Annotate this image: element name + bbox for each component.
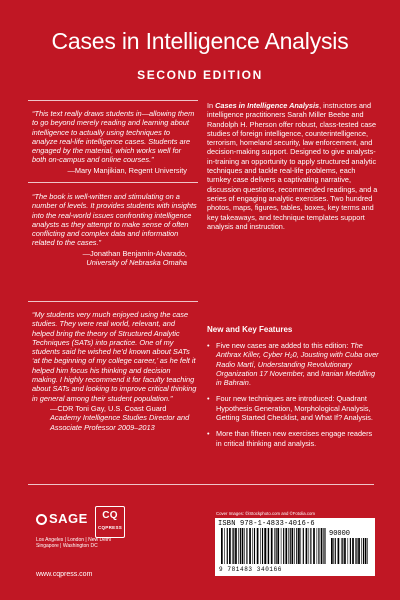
barcode-bar [288,528,289,564]
barcode-bar [227,528,228,564]
barcode-bar [238,528,239,564]
barcode-bar [221,528,223,564]
publisher-cities [36,537,111,549]
divider [28,484,374,485]
description-body: , instructors and intelligence practitioners Sarah Miller Beebe and Randolph H. Pherson offer robust, class-tested case studies of foreign intelligence, counterintelligence, terrorism, homeland security, law enforcement, and decision-making support. Designed to give analysts-in-training an opportunity to apply structured analytic techniques and tackle real-life problems, each turnkey case delivers a captivating narrative, discussion questions, recommended readings, and a series of engaging analytic exercises. Two hundred photos, maps, figures, tables, boxes, key terms and key takeaways, and technique templates support analysis and instruction. [207,101,378,231]
cq-press-logo [95,506,125,538]
isbn-text: ISBN 978-1-4833-4016-6 [218,520,315,528]
feature-italic: The Anthrax Killer, Cyber H₂0, Jousting with Cuba over Radio Martí, Understanding Revolutionary Organization 17 November, [216,341,379,378]
review-quote [32,109,197,175]
quote-affiliation: University of Nebraska Omaha [86,258,187,268]
barcode-bar [348,538,349,564]
barcode-bar [296,528,297,564]
feature-text: More than fifteen new exercises engage readers in critical thinking and analysis. [216,429,373,448]
barcode-bar [229,528,231,564]
cities-line: Singapore | Washington DC [36,543,98,549]
cq-wordmark: CQ [102,510,118,521]
barcode-bar [277,528,279,564]
barcode-bar [267,528,268,564]
barcode-bar [365,538,367,564]
feature-text: Five new cases are added to this edition: [216,341,351,350]
barcode-bar [283,528,284,564]
quote-text: “This text really draws students in—allowing them to go beyond merely reading and learning about intelligence to actually using techniques to analyze real-life intelligence cases. Students are engaged by the material, which works well for both on-campus and online courses.” [32,109,195,165]
quote-attribution-name: —CDR Toni Gay, U.S. Coast Guard [50,403,167,413]
barcode-bar [244,528,245,564]
barcode-bar [276,528,277,564]
quote-attribution [32,404,197,432]
barcode-bar [310,528,311,564]
barcode-bar [242,528,244,564]
barcode-bar [341,538,342,564]
barcode-bar [323,528,324,564]
cities-line: Los Angeles | London | New Delhi [36,537,111,543]
quote-text: “The book is well-written and stimulating on a number of levels. It provides students with insights into the real-world issues confronting intelligence analysts as they attempt to make sense of often conflicting and complex data and information related to the cases.” [32,192,197,248]
publisher-website[interactable]: www.cqpress.com [36,571,93,578]
barcode-bar [344,538,346,564]
barcode-bar [358,538,360,564]
feature-italic: Iranian Meddling in Bahrain [216,368,376,388]
barcode-bar [249,528,251,564]
quote-attribution [32,249,197,268]
barcode-bar [290,528,291,564]
barcode-bar [309,528,310,564]
features-list [207,341,379,455]
divider [28,301,198,302]
barcode-bar [333,538,334,564]
barcode-bar [294,528,295,564]
price-code: 90000 [329,530,351,538]
barcode-digits: 9 781483 340166 [219,566,283,573]
barcode-bar [355,538,356,564]
barcode-bar [240,528,241,564]
barcode-bar [254,528,255,564]
barcode-bar [298,528,300,564]
barcode-bar [318,528,319,564]
barcode-bar [271,528,273,564]
feature-text: . [248,378,251,388]
barcode-bar [306,528,308,564]
barcode-bar [285,528,287,564]
edition-label: SECOND EDITION [137,68,263,82]
divider [28,100,198,101]
review-quote [32,310,197,432]
barcode-bar [361,538,362,564]
description-title: Cases in Intelligence Analysis [215,101,320,110]
barcode-bar [303,528,304,564]
barcode-bar [317,528,318,564]
feature-text: and [304,368,322,378]
barcode-bar [338,538,340,564]
description-lead: In [207,101,216,110]
barcode-bar [262,528,263,564]
list-item [207,341,379,387]
quote-attribution: —Mary Manjikian, Regent University [67,165,187,175]
book-title: Cases in Intelligence Analysis [51,28,349,54]
divider [28,182,198,183]
cq-subtitle: CQPRESS [97,525,123,530]
cover-credit: Cover Images: ©iStockphoto.com and ©Fotolia.com [216,511,315,516]
barcode-bar [356,538,357,564]
barcode-bar [233,528,234,564]
barcode-bar [252,528,253,564]
barcode-bar [257,528,259,564]
book-description [207,101,379,231]
barcode-bar [367,538,368,564]
sage-wordmark: SAGE [49,511,88,526]
barcode-bar [292,528,294,564]
barcode-bar [260,528,261,564]
quote-affiliation: Academy Intelligence Studies Director and Associate Professor 2009–2013 [50,413,190,432]
barcode-bar [274,528,275,564]
barcode-bar [321,528,323,564]
quote-text: “My students very much enjoyed using the case studies. They were real world, relevant, and helped bring the theory of Structured Analytic Techniques (SATs) into practice. One of my students said he wished he’d known about SATs ‘at the beginning of my college career,’ as he felt it helped him focus his thinking and decision making. I highly recommend it for faculty teaching about SATs and looking to improve critical thinking in general among their student population.” [32,310,197,403]
barcode-bar [281,528,282,564]
barcode-bar [268,528,269,564]
barcode-bar [342,538,343,564]
sage-logo [36,511,90,526]
review-quote [32,192,197,267]
barcode-bar [352,538,354,564]
barcode-bar [331,538,333,564]
barcode-bar [350,538,351,564]
barcode-bar [300,528,301,564]
barcode-bar [246,528,247,564]
barcode-bar [335,538,336,564]
barcode-bar [235,528,237,564]
sage-mark-icon [36,514,47,525]
barcode-bar [363,538,364,564]
list-item [207,394,379,422]
barcode-bar [232,528,233,564]
barcode-bar [324,528,325,564]
barcode-bar [264,528,266,564]
feature-text: Four new techniques are introduced: Quadrant Hypothesis Generation, Morphological Analysis, Getting Started Checklist, and What If? Analysis. [216,394,373,423]
list-item [207,429,379,448]
barcode-bar [313,528,315,564]
barcode-bar [224,528,225,564]
features-heading: New and Key Features [207,325,293,334]
quote-attribution-name: —Jonathan Benjamin-Alvarado, [82,248,187,258]
